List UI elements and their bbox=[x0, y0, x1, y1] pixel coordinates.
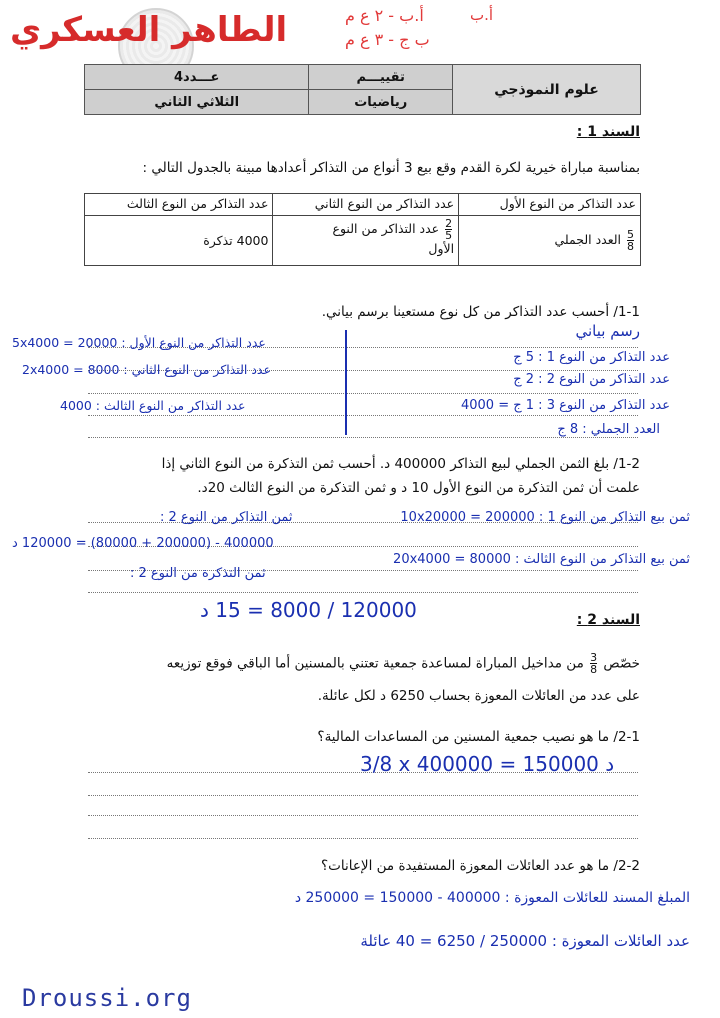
handwriting-count2: عدد التذاكر من النوع الثاني : 2x4000 = 8000 bbox=[22, 362, 271, 377]
handwriting-diagram-title: رسم بياني bbox=[575, 322, 640, 340]
handwriting-count1: عدد التذاكر من النوع الأول : 5x4000 = 20000 bbox=[12, 335, 266, 350]
question-1-1: 1-1/ أحسب عدد التذاكر من كل نوع مستعينا برسم بياني. bbox=[321, 304, 640, 320]
answer-line bbox=[88, 838, 638, 839]
header-subject-stream: علوم النموذجي bbox=[453, 65, 641, 115]
answer-line bbox=[88, 437, 638, 438]
score-note-2: ب ج - ٣ ع م bbox=[345, 30, 430, 49]
table-cell-type2: $\frac{2}{5}$ عدد التذاكر من النوع الأول bbox=[273, 216, 459, 266]
table-cell-type3: 4000 تذكرة bbox=[85, 216, 273, 266]
question-2-2: 2-2/ ما هو عدد العائلات المعوزة المستفيدة من الإعانات؟ bbox=[320, 858, 640, 874]
handwriting-divider bbox=[345, 330, 347, 435]
header-term: الثلاثي الثاني bbox=[85, 90, 309, 115]
fraction-3-8: $\frac{3}{8}$ bbox=[590, 651, 598, 676]
footer-site-name[interactable]: Droussi.org bbox=[22, 984, 192, 1012]
header-evaluation: تقييـــم bbox=[309, 65, 453, 90]
header-number: عـــدد4 bbox=[85, 65, 309, 90]
answer-line bbox=[88, 415, 638, 416]
question-2-1: 2-1/ ما هو نصيب جمعية المسنين من المساعدات المالية؟ bbox=[317, 729, 640, 745]
score-note-1: أ.ب - ٢ ع م bbox=[345, 6, 424, 25]
question-1-2-line1: 1-2/ بلغ الثمن الجملي لبيع التذاكر 400000 د. أحسب ثمن التذكرة من النوع الثاني إذا bbox=[161, 456, 640, 472]
handwriting-total: العدد الجملي : 8 ج bbox=[557, 422, 660, 437]
handwriting-price2-label: ثمن التذاكر من النوع 2 : bbox=[160, 510, 293, 525]
section1-intro: بمناسبة مباراة خيرية لكرة القدم وقع بيع 3 أنواع من التذاكر أعدادها مبينة بالجدول التالي : bbox=[142, 160, 640, 176]
table-header-type1: عدد التذاكر من النوع الأول bbox=[459, 194, 641, 216]
header-subject: رياضيات bbox=[309, 90, 453, 115]
section2-intro: خصّص $\frac{3}{8}$ من مداخيل المباراة لمساعدة جمعية تعتني بالمسنين أما الباقي فوقع توزيعه bbox=[166, 651, 640, 676]
table-header-type2: عدد التذاكر من النوع الثاني bbox=[273, 194, 459, 216]
fraction-2-5: $\frac{2}{5}$ bbox=[445, 217, 453, 242]
table-cell-type1: $\frac{5}{8}$ العدد الجملي bbox=[459, 216, 641, 266]
answer-line bbox=[88, 592, 638, 593]
handwriting-ticket2-label: ثمن التذكرة من النوع 2 : bbox=[130, 566, 266, 581]
section2-title: السند 2 : bbox=[576, 612, 640, 628]
handwriting-ticket2-result: 120000 / 8000 = 15 د bbox=[200, 598, 417, 622]
brand-logo: الطاهر العسكري bbox=[10, 10, 288, 50]
handwriting-part2: عدد التذاكر من النوع 2 : 2 ج bbox=[513, 372, 670, 387]
handwriting-price2-calc: 400000 - (200000 + 80000) = 120000 د bbox=[12, 536, 274, 551]
section1-title: السند 1 : bbox=[576, 124, 640, 140]
question-1-2-line2: علمت أن ثمن التذكرة من النوع الأول 10 د و ثمن التذكرة من النوع الثالث 20د. bbox=[197, 480, 640, 496]
handwriting-part3: عدد التذاكر من النوع 3 : 1 ج = 4000 bbox=[460, 398, 670, 413]
header-table bbox=[84, 64, 641, 115]
handwriting-count3: عدد التذاكر من النوع الثالث : 4000 bbox=[60, 398, 246, 413]
handwriting-part1: عدد التذاكر من النوع 1 : 5 ج bbox=[513, 350, 670, 365]
answer-line bbox=[88, 393, 638, 394]
handwriting-needy-amount: المبلغ المسند للعائلات المعوزة : 400000 - 150000 = 250000 د bbox=[294, 890, 690, 906]
section2-intro-line2: على عدد من العائلات المعوزة بحساب 6250 د لكل عائلة. bbox=[317, 688, 640, 704]
handwriting-price1: ثمن بيع التذاكر من النوع 1 : 10x20000 = 200000 bbox=[400, 510, 690, 525]
answer-line bbox=[88, 815, 638, 816]
handwriting-association-share: 3/8 x 400000 = 150000 د bbox=[360, 752, 615, 776]
tickets-table bbox=[84, 193, 641, 266]
table-header-type3: عدد التذاكر من النوع الثالث bbox=[85, 194, 273, 216]
handwriting-families-count: عدد العائلات المعوزة : 250000 / 6250 = 40 عائلة bbox=[360, 932, 690, 950]
handwriting-price3: ثمن بيع التذاكر من النوع الثالث : 20x4000 = 80000 bbox=[393, 552, 690, 567]
fraction-5-8: $\frac{5}{8}$ bbox=[627, 228, 634, 253]
score-note-3: أ.ب bbox=[470, 6, 494, 24]
answer-line bbox=[88, 795, 638, 796]
